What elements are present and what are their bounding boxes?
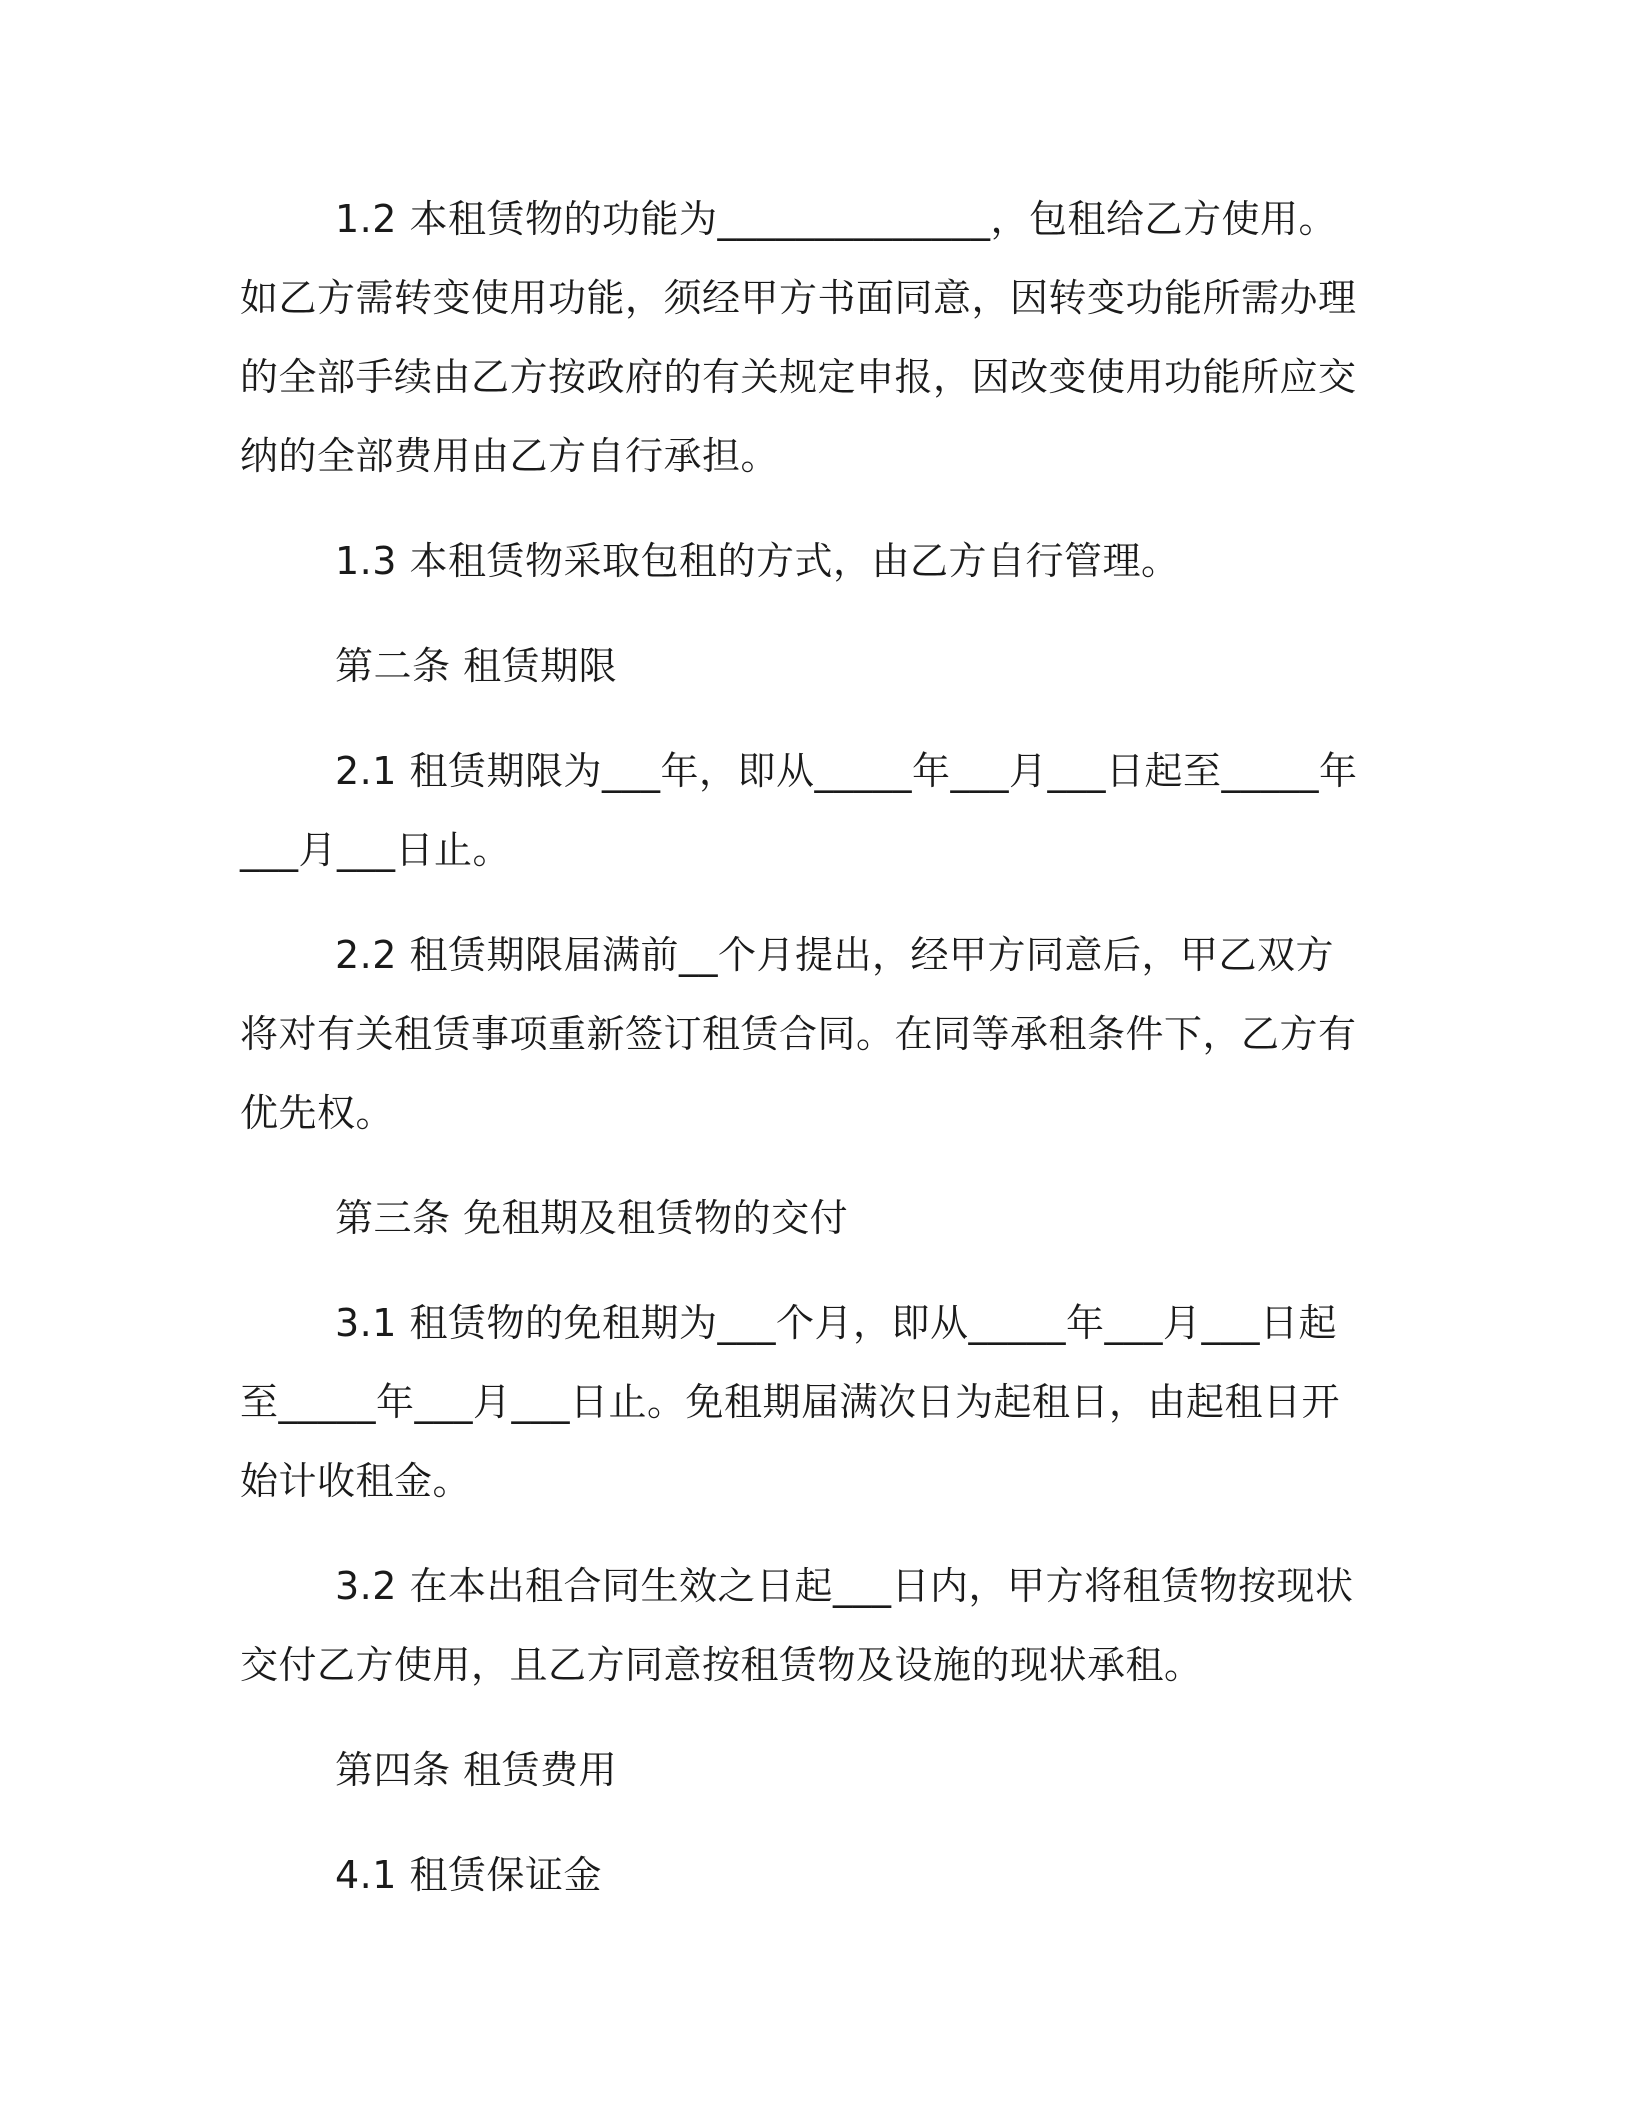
clause-3-1: 3.1 租赁物的免租期为___个月，即从_____年___月___日起至_____年___月___日止。免租期届满次日为起租日，由起租日开始计收租金。: [240, 1301, 1341, 1503]
article-2-heading: 第二条 租赁期限: [335, 644, 618, 688]
clause-3-2: 3.2 在本出租合同生效之日起___日内，甲方将租赁物按现状交付乙方使用，且乙方同意按租赁物及设施的现状承租。: [240, 1564, 1354, 1687]
clause-2-1: 2.1 租赁期限为___年，即从_____年___月___日起至_____年___月___日止。: [240, 749, 1358, 872]
clause-2-2: 2.2 租赁期限届满前__个月提出，经甲方同意后，甲乙双方将对有关租赁事项重新签订租赁合同。在同等承租条件下，乙方有优先权。: [240, 933, 1357, 1135]
clause-1-3: 1.3 本租赁物采取包租的方式，由乙方自行管理。: [335, 539, 1180, 583]
article-3-heading: 第三条 免租期及租赁物的交付: [335, 1196, 849, 1240]
clause-4-1: 4.1 租赁保证金: [335, 1853, 603, 1897]
document-body: [240, 180, 1370, 1941]
article-4-heading: 第四条 租赁费用: [335, 1748, 618, 1792]
clause-1-2: 1.2 本租赁物的功能为______________，包租给乙方使用。如乙方需转变使用功能，须经甲方书面同意，因转变功能所需办理的全部手续由乙方按政府的有关规定申报，因改变使用功能所应交纳的全部费用由乙方自行承担。: [240, 197, 1357, 478]
